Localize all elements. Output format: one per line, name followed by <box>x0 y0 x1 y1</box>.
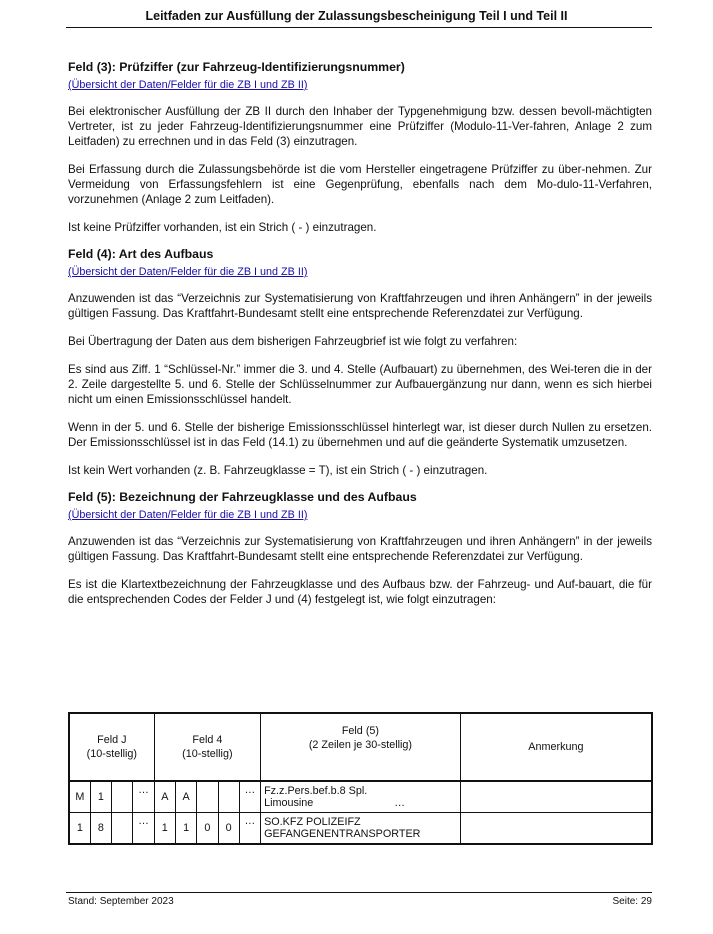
feld-5-line-2: Limousine <box>264 797 314 809</box>
header-feld-4 <box>154 713 260 781</box>
document-body <box>68 60 652 607</box>
anmerkung-cell <box>460 813 652 845</box>
feld-j-char <box>112 813 133 845</box>
feld-4-char: A <box>154 781 175 813</box>
paragraph: Bei Erfassung durch die Zulassungsbehörde ist die vom Hersteller eingetragene Prüfziffer zu über-nehmen. Zur Vermeidung von Erfassungsfehlern ist eine Gegenprüfung, ebenfalls nach dem Mo-dulo-11-Verfahren, vorzunehmen (Anlage 2 zum Leitfaden). <box>68 163 652 206</box>
feld-4-char: 1 <box>175 813 196 845</box>
feld-j-char: 1 <box>90 781 111 813</box>
paragraph: Ist kein Wert vorhanden (z. B. Fahrzeugklasse = T), ist ein Strich ( - ) einzutragen. <box>68 464 488 477</box>
feld-4-ellipsis: … <box>239 813 260 845</box>
header-feld-j <box>69 713 154 781</box>
feld-5-text <box>261 813 461 845</box>
paragraph: Wenn in der 5. und 6. Stelle der bisherige Emissionsschlüssel hinterlegt war, ist dieser durch Nullen zu ersetzen. Der Emissionsschlüssel ist in das Feld (14.1) zu übernehmen und auf die geänderte Systematik umzusetzen. <box>68 421 652 449</box>
feld-4-char: A <box>175 781 196 813</box>
header-feld-4-sub: (10-stellig) <box>182 748 233 760</box>
paragraph: Bei Übertragung der Daten aus dem bisherigen Fahrzeugbrief ist wie folgt zu verfahren: <box>68 335 518 348</box>
paragraph: Es sind aus Ziff. 1 “Schlüssel-Nr.” immer die 3. und 4. Stelle (Aufbauart) zu übernehmen, des Wei-teren die in der 2. Zeile dargestellte 5. und 6. Stelle der Schlüsselnummer zur Aufbauergänzung nur dann, wenn es sich hierbei nicht um einen Emissionsschlüssel handelt. <box>68 363 652 406</box>
header-feld-4-label: Feld 4 <box>192 734 223 746</box>
table-row <box>69 781 652 813</box>
paragraph: Anzuwenden ist das “Verzeichnis zur Systematisierung von Kraftfahrzeugen und ihren Anhängern” in der jeweils gültigen Fassung. Das Kraftfahrt-Bundesamt stellt eine entsprechende Referenzdatei zur Verfügung. <box>68 292 652 320</box>
feld-4-char: 0 <box>218 813 239 845</box>
section-title-feld-4: Feld (4): Art des Aufbaus <box>68 247 214 261</box>
feld-5-line-1: Fz.z.Pers.bef.b.8 Spl. <box>264 785 368 797</box>
feld-4-char <box>197 781 218 813</box>
header-feld-j-sub: (10-stellig) <box>86 748 138 760</box>
table-header-row <box>69 713 652 781</box>
feld-j-char: M <box>69 781 90 813</box>
footer-divider <box>66 892 652 893</box>
paragraph: Ist keine Prüfziffer vorhanden, ist ein Strich ( - ) einzutragen. <box>68 221 377 234</box>
feld-5-text <box>261 781 461 813</box>
feld-j-char: 8 <box>90 813 111 845</box>
field-mapping-table <box>68 712 653 845</box>
footer-page-number: Seite: 29 <box>612 896 652 907</box>
page-header-title: Leitfaden zur Ausfüllung der Zulassungsbescheinigung Teil I und Teil II <box>145 9 568 23</box>
header-feld-j-label: Feld J <box>97 734 127 746</box>
footer-stand: Stand: September 2023 <box>68 896 174 907</box>
feld-j-ellipsis: … <box>133 781 154 813</box>
paragraph: Bei elektronischer Ausfüllung der ZB II durch den Inhaber der Typgenehmigung bzw. dessen bevoll-mächtigten Vertreter, ist zu jeder Fahrzeug-Identifizierungsnummer eine Prüfziffer (Modulo-11-Ver-fahren, Anlage 2 zum Leitfaden) zu errechnen und in das Feld (3) einzutragen. <box>68 105 652 148</box>
header-feld-5-sub: (2 Zeilen je 30-stellig) <box>308 739 413 751</box>
feld-j-char <box>112 781 133 813</box>
anmerkung-cell <box>460 781 652 813</box>
feld-5-line-2-ellipsis: … <box>394 797 406 809</box>
paragraph: Anzuwenden ist das “Verzeichnis zur Systematisierung von Kraftfahrzeugen und ihren Anhängern” in der jeweils gültigen Fassung. Das Kraftfahrt-Bundesamt stellt eine entsprechende Referenzdatei zur Verfügung. <box>68 535 652 563</box>
overview-link-feld-5[interactable]: (Übersicht der Daten/Felder für die ZB I und ZB II) <box>68 509 308 521</box>
feld-4-char: 1 <box>154 813 175 845</box>
overview-link-feld-3[interactable]: (Übersicht der Daten/Felder für die ZB I und ZB II) <box>68 79 308 91</box>
header-feld-5-label: Feld (5) <box>341 725 380 737</box>
header-feld-5 <box>261 713 461 781</box>
feld-j-char: 1 <box>69 813 90 845</box>
feld-4-char: 0 <box>197 813 218 845</box>
header-anmerkung: Anmerkung <box>460 713 652 781</box>
section-title-feld-5: Feld (5): Bezeichnung der Fahrzeugklasse und des Aufbaus <box>68 490 417 504</box>
table-row <box>69 813 652 845</box>
feld-5-line-2: GEFANGENENTRANSPORTER <box>264 828 421 840</box>
feld-4-ellipsis: … <box>239 781 260 813</box>
feld-j-ellipsis: … <box>133 813 154 845</box>
feld-5-line-1: SO.KFZ POLIZEIFZ <box>264 816 361 828</box>
overview-link-feld-4[interactable]: (Übersicht der Daten/Felder für die ZB I und ZB II) <box>68 266 308 278</box>
header-divider <box>66 27 652 28</box>
paragraph: Es ist die Klartextbezeichnung der Fahrzeugklasse und des Aufbaus bzw. der Fahrzeug- und Auf-bauart, die für die entsprechenden Codes der Felder J und (4) festgelegt ist, wie folgt einzutragen: <box>68 578 652 606</box>
section-title-feld-3: Feld (3): Prüfziffer (zur Fahrzeug-Identifizierungsnummer) <box>68 60 405 74</box>
feld-4-char <box>218 781 239 813</box>
